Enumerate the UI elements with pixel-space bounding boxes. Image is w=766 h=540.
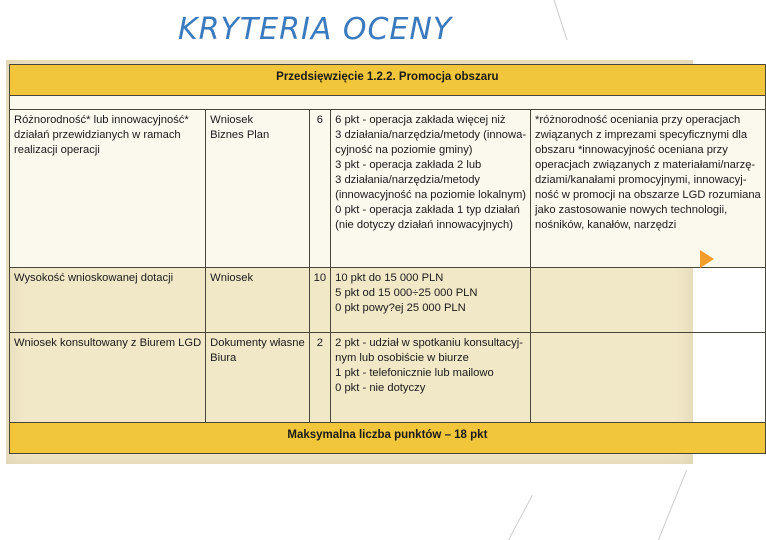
source-cell: Dokumenty własne Biura bbox=[206, 333, 310, 423]
scanned-criteria-table-image bbox=[6, 60, 761, 464]
decorative-line bbox=[658, 470, 687, 540]
points-cell: 10 bbox=[309, 268, 330, 333]
slide-title: KRYTERIA OCENY bbox=[178, 12, 453, 47]
decorative-line bbox=[508, 495, 533, 540]
criterion-cell: Wniosek konsultowany z Biurem LGD bbox=[10, 333, 206, 423]
scoring-cell: 10 pkt do 15 000 PLN 5 pkt od 15 000÷25 000 PLN 0 pkt powy?ej 25 000 PLN bbox=[331, 268, 531, 333]
notes-cell bbox=[531, 333, 766, 423]
table-header: Przedsięwzięcie 1.2.2. Promocja obszaru bbox=[10, 65, 766, 96]
source-cell: Wniosek Biznes Plan bbox=[206, 110, 310, 268]
scoring-cell: 6 pkt - operacja zakłada więcej niż 3 działania/narzędzia/metody (innowa- cyjność na poziomie gminy) 3 pkt - operacja zakłada 2 lub 3 działania/narzędzia/metody (innowacyjność na poziomie lokalnym) 0 pkt - operacja zakłada 1 typ działań (nie dotyczy działań innowacyjnych) bbox=[331, 110, 531, 268]
arrow-right-icon bbox=[700, 250, 714, 268]
table-row bbox=[10, 333, 766, 423]
points-cell: 6 bbox=[309, 110, 330, 268]
table-row bbox=[10, 268, 766, 333]
criterion-cell: Różnorodność* lub innowacyjność* działań przewidzianych w ramach realizacji operacji bbox=[10, 110, 206, 268]
notes-cell: *różnorodność oceniania przy operacjach związanych z imprezami specyficznymi dla obszaru *innowacyjność oceniana przy operacjach związanych z materiałami/narzę- dziami/kanałami promocyjnymi, innowacyj- ność w promocji na obszarze LGD rozumiana jako zastosowanie nowych technologii, nośników, kanałów, narzędzi bbox=[531, 110, 766, 268]
table-footer: Maksymalna liczba punktów – 18 pkt bbox=[10, 423, 766, 454]
criterion-cell: Wysokość wnioskowanej dotacji bbox=[10, 268, 206, 333]
notes-cell bbox=[531, 268, 766, 333]
table-row bbox=[10, 110, 766, 268]
decorative-line bbox=[554, 0, 568, 40]
points-cell: 2 bbox=[309, 333, 330, 423]
criteria-table bbox=[9, 64, 766, 454]
source-cell: Wniosek bbox=[206, 268, 310, 333]
scoring-cell: 2 pkt - udział w spotkaniu konsultacyj- nym lub osobiście w biurze 1 pkt - telefonicznie lub mailowo 0 pkt - nie dotyczy bbox=[331, 333, 531, 423]
header-spacer bbox=[10, 96, 766, 110]
